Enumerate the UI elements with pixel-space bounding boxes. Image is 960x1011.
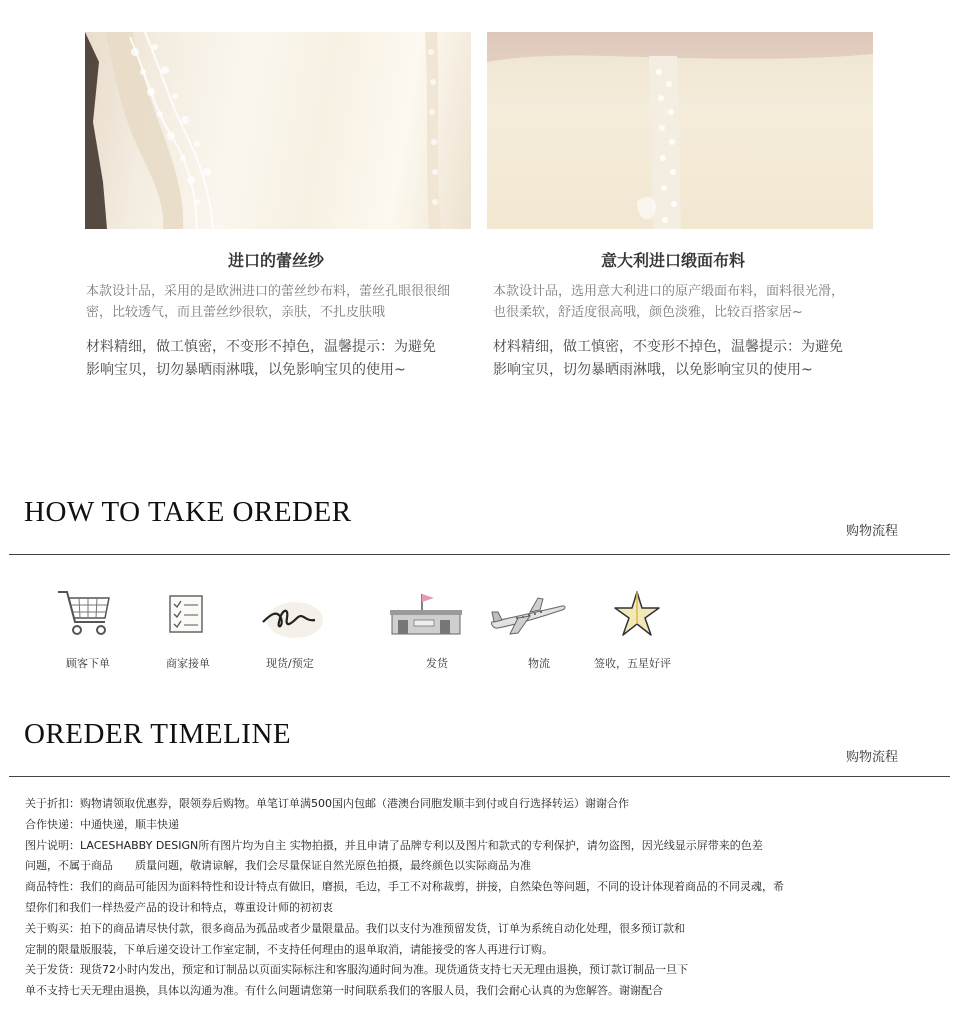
fabric-care-note xyxy=(493,336,873,382)
step-label: 现货/预定 xyxy=(266,657,314,670)
checklist-icon xyxy=(162,588,212,640)
step-accept-order xyxy=(137,588,237,640)
policy-line: 图片说明：LACESHABBY DESIGN所有图片均为自主 实物拍摄，并且申请了品牌专利以及图片和款式的专利保护，请勿盗图，因光线显示屏带来的色差 xyxy=(25,838,763,852)
fabric-care-line: 影响宝贝，切勿暴晒雨淋哦，以免影响宝贝的使用~ xyxy=(493,362,813,378)
fabric-description-line: 密，比较透气，而且蕾丝纱很软，亲肤，不扎皮肤哦 xyxy=(86,305,386,320)
fabric-care-line: 影响宝贝，切勿暴晒雨淋哦，以免影响宝贝的使用~ xyxy=(86,362,406,378)
shopping-cart-icon xyxy=(55,588,115,640)
fabric-description xyxy=(86,281,466,323)
how-to-order-heading: HOW TO TAKE OREDER xyxy=(24,496,352,528)
step-stock-or-preorder xyxy=(242,588,342,640)
fabric-title: 意大利进口缎面布料 xyxy=(600,251,745,270)
fabric-description-line: 也很柔软，舒适度很高哦，颜色淡雅，比较百搭家居~ xyxy=(493,305,803,320)
step-ship xyxy=(376,588,476,640)
fabric-description xyxy=(493,281,873,323)
fabric-care-line: 材料精细，做工慎密，不变形不掉色，温馨提示：为避免 xyxy=(493,339,843,355)
policy-line: 定制的限量版服装，下单后递交设计工作室定制，不支持任何理由的退单取消，请能接受的客人再进行订购。 xyxy=(25,942,553,956)
fabric-care-note xyxy=(86,336,466,382)
step-label: 商家接单 xyxy=(166,657,210,670)
policy-line: 单不支持七天无理由退换，具体以沟通为准。有什么问题请您第一时间联系我们的客服人员，我们会耐心认真的为您解答。谢谢配合 xyxy=(25,984,663,998)
policy-line: 合作快递：中通快递，顺丰快递 xyxy=(25,817,179,831)
fabric-description-line: 本款设计品，选用意大利进口的原产缎面布料，面料很光滑， xyxy=(493,284,845,299)
fabric-description-line: 本款设计品，采用的是欧洲进口的蕾丝纱布料，蕾丝孔眼很很细 xyxy=(86,284,451,299)
airplane-icon xyxy=(488,588,568,640)
step-label: 顾客下单 xyxy=(66,657,110,670)
order-timeline-heading: OREDER TIMELINE xyxy=(24,718,292,750)
step-place-order xyxy=(35,588,135,640)
order-timeline-subtitle: 购物流程 xyxy=(845,750,898,765)
section-divider xyxy=(9,776,950,777)
fabric-title: 进口的蕾丝纱 xyxy=(227,251,324,270)
policy-line: 望你们和我们一样热爱产品的设计和特点，尊重设计师的初初衷 xyxy=(25,900,333,914)
signature-icon xyxy=(257,588,327,640)
section-divider xyxy=(9,554,950,555)
policy-line: 商品特性：我们的商品可能因为面料特性和设计特点有做旧，磨损，毛边，手工不对称裁剪，拼接，自然染色等问题，不同的设计体现着商品的不同灵魂，希 xyxy=(25,880,784,894)
lace-fabric-info xyxy=(86,248,466,382)
step-logistics xyxy=(478,588,578,640)
fabric-care-line: 材料精细，做工慎密，不变形不掉色，温馨提示：为避免 xyxy=(86,339,436,355)
policy-line: 关于购买：拍下的商品请尽快付款，很多商品为孤品或者少量限量品。我们以支付为准预留发货，订单为系统自动化处理，很多预订款和 xyxy=(25,921,685,935)
how-to-order-subtitle: 购物流程 xyxy=(845,524,898,539)
warehouse-icon xyxy=(388,588,464,640)
lace-fabric-photo xyxy=(85,32,471,229)
step-label: 发货 xyxy=(426,657,448,670)
step-label: 物流 xyxy=(528,657,550,670)
policy-line: 关于折扣：购物请领取优惠券，限领券后购物。单笔订单满500国内包邮（港澳台同胞发顺丰到付或自行选择转运）谢谢合作 xyxy=(25,797,629,810)
policy-line: 关于发货：现货72小时内发出，预定和订制品以页面实际标注和客服沟通时间为准。现货通货支持七天无理由退换，预订款订制品一旦下 xyxy=(25,963,688,977)
star-icon xyxy=(611,588,663,640)
store-policy-notes xyxy=(25,794,865,1002)
satin-fabric-photo xyxy=(487,32,873,229)
satin-fabric-info xyxy=(493,248,873,382)
step-label: 签收，五星好评 xyxy=(594,657,671,670)
step-receive-and-review xyxy=(587,588,687,640)
policy-line: 问题，不属于商品 质量问题，敬请谅解，我们会尽量保证自然光原色拍摄，最终颜色以实际商品为准 xyxy=(25,859,531,873)
